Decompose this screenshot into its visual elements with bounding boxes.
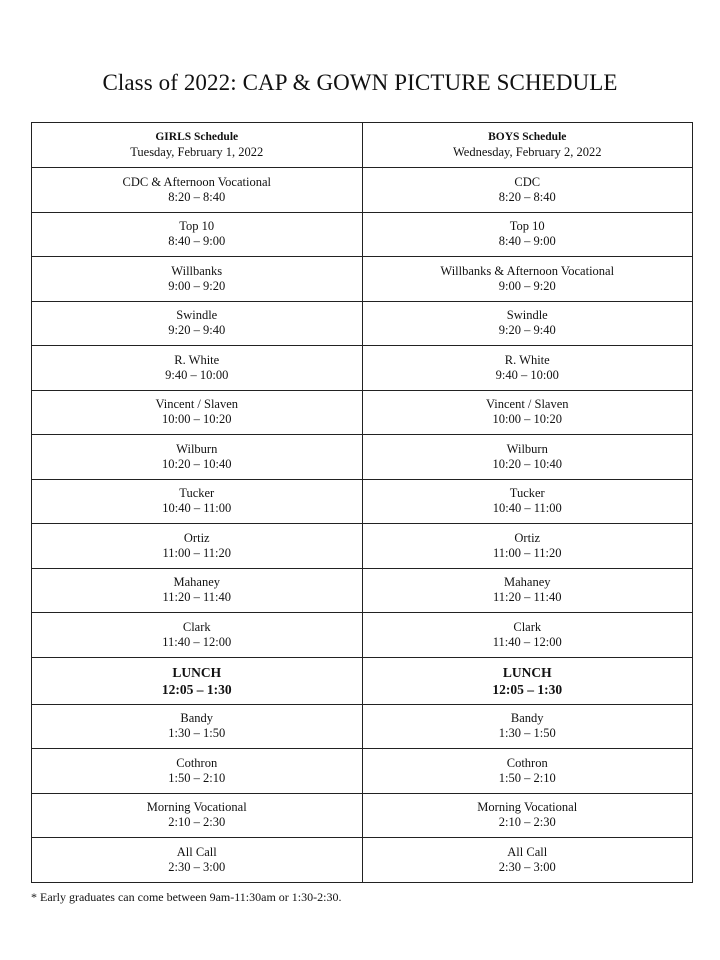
girls-time-slot: 8:40 – 9:00 xyxy=(168,234,226,249)
lunch-row xyxy=(32,657,693,704)
table-row xyxy=(32,168,693,213)
table-row xyxy=(32,390,693,435)
boys-group-name: Vincent / Slaven xyxy=(485,397,569,412)
boys-group-name: R. White xyxy=(504,352,550,367)
girls-slot-cell xyxy=(32,749,363,794)
boys-group-name: Tucker xyxy=(509,486,545,501)
girls-time-slot: 1:30 – 1:50 xyxy=(168,726,226,741)
table-row xyxy=(32,838,693,883)
girls-time-slot: 9:40 – 10:00 xyxy=(165,367,229,382)
table-row xyxy=(32,212,693,257)
boys-slot-cell xyxy=(362,524,693,569)
boys-slot-cell xyxy=(362,301,693,346)
boys-slot-cell xyxy=(362,479,693,524)
page-title: Class of 2022: CAP & GOWN PICTURE SCHEDULE xyxy=(102,70,618,95)
boys-time-slot: 9:40 – 10:00 xyxy=(495,367,559,382)
boys-slot-cell xyxy=(362,435,693,480)
girls-slot-cell xyxy=(32,301,363,346)
schedule-table xyxy=(31,122,693,883)
girls-group-name: Vincent / Slaven xyxy=(155,397,239,412)
girls-group-name: CDC & Afternoon Vocational xyxy=(122,174,271,189)
boys-group-name: Top 10 xyxy=(509,219,545,234)
girls-slot-cell xyxy=(32,613,363,658)
girls-slot-cell xyxy=(32,346,363,391)
boys-schedule-date: Wednesday, February 2, 2022 xyxy=(453,145,602,159)
girls-schedule-heading: GIRLS Schedule xyxy=(155,131,239,143)
boys-slot-cell xyxy=(362,657,693,704)
boys-group-name: Clark xyxy=(513,619,542,634)
boys-slot-cell xyxy=(362,568,693,613)
boys-time-slot: 11:40 – 12:00 xyxy=(492,634,562,649)
table-row xyxy=(32,704,693,749)
boys-group-name: Bandy xyxy=(510,711,544,726)
girls-group-name: Morning Vocational xyxy=(146,800,247,815)
girls-slot-cell xyxy=(32,479,363,524)
table-row xyxy=(32,301,693,346)
girls-group-name: R. White xyxy=(174,352,220,367)
boys-time-slot: 1:50 – 2:10 xyxy=(498,770,556,785)
girls-schedule-date: Tuesday, February 1, 2022 xyxy=(130,145,264,159)
girls-group-name: LUNCH xyxy=(172,664,222,680)
boys-slot-cell xyxy=(362,168,693,213)
boys-time-slot: 12:05 – 1:30 xyxy=(492,681,563,697)
table-row xyxy=(32,346,693,391)
girls-time-slot: 9:00 – 9:20 xyxy=(168,278,226,293)
boys-group-name: LUNCH xyxy=(502,664,552,680)
table-row xyxy=(32,793,693,838)
boys-slot-cell xyxy=(362,257,693,302)
girls-time-slot: 10:20 – 10:40 xyxy=(162,456,232,471)
boys-slot-cell xyxy=(362,793,693,838)
boys-group-name: Morning Vocational xyxy=(477,800,578,815)
footnote: * Early graduates can come between 9am-11:30am or 1:30-2:30. xyxy=(31,890,342,904)
girls-time-slot: 2:10 – 2:30 xyxy=(168,815,226,830)
boys-group-name: Mahaney xyxy=(503,575,551,590)
table-row xyxy=(32,568,693,613)
girls-time-slot: 12:05 – 1:30 xyxy=(161,681,232,697)
girls-group-name: Tucker xyxy=(179,486,215,501)
boys-time-slot: 1:30 – 1:50 xyxy=(498,726,556,741)
boys-group-name: Willbanks & Afternoon Vocational xyxy=(440,263,615,278)
boys-time-slot: 2:10 – 2:30 xyxy=(498,815,556,830)
boys-time-slot: 10:20 – 10:40 xyxy=(492,456,562,471)
boys-time-slot: 10:00 – 10:20 xyxy=(492,412,562,427)
boys-group-name: Cothron xyxy=(506,755,548,770)
girls-slot-cell xyxy=(32,793,363,838)
boys-group-name: Swindle xyxy=(506,308,548,323)
table-row xyxy=(32,479,693,524)
boys-header-cell xyxy=(362,123,693,168)
boys-slot-cell xyxy=(362,613,693,658)
boys-time-slot: 10:40 – 11:00 xyxy=(492,501,562,516)
boys-time-slot: 9:20 – 9:40 xyxy=(498,323,556,338)
boys-slot-cell xyxy=(362,212,693,257)
girls-group-name: Cothron xyxy=(176,755,218,770)
boys-slot-cell xyxy=(362,346,693,391)
boys-group-name: Ortiz xyxy=(514,530,541,545)
girls-group-name: Swindle xyxy=(176,308,218,323)
table-row xyxy=(32,749,693,794)
boys-time-slot: 11:20 – 11:40 xyxy=(492,590,562,605)
girls-slot-cell xyxy=(32,390,363,435)
schedule-body xyxy=(32,123,693,883)
girls-slot-cell xyxy=(32,568,363,613)
boys-time-slot: 8:40 – 9:00 xyxy=(498,234,556,249)
boys-group-name: Wilburn xyxy=(506,441,548,456)
girls-group-name: Clark xyxy=(182,619,211,634)
girls-slot-cell xyxy=(32,168,363,213)
boys-time-slot: 2:30 – 3:00 xyxy=(498,859,556,874)
table-row xyxy=(32,435,693,480)
table-row xyxy=(32,524,693,569)
girls-group-name: Bandy xyxy=(180,711,214,726)
girls-time-slot: 11:20 – 11:40 xyxy=(162,590,232,605)
girls-slot-cell xyxy=(32,435,363,480)
girls-time-slot: 11:00 – 11:20 xyxy=(162,545,232,560)
girls-time-slot: 8:20 – 8:40 xyxy=(168,189,226,204)
boys-slot-cell xyxy=(362,749,693,794)
girls-group-name: Top 10 xyxy=(179,219,215,234)
boys-time-slot: 11:00 – 11:20 xyxy=(492,545,562,560)
table-row xyxy=(32,257,693,302)
girls-group-name: Wilburn xyxy=(176,441,218,456)
boys-time-slot: 9:00 – 9:20 xyxy=(498,278,556,293)
girls-slot-cell xyxy=(32,838,363,883)
girls-slot-cell xyxy=(32,257,363,302)
boys-slot-cell xyxy=(362,838,693,883)
boys-schedule-heading: BOYS Schedule xyxy=(488,131,567,143)
girls-slot-cell xyxy=(32,657,363,704)
girls-slot-cell xyxy=(32,704,363,749)
girls-time-slot: 2:30 – 3:00 xyxy=(168,859,226,874)
girls-time-slot: 1:50 – 2:10 xyxy=(168,770,226,785)
girls-group-name: Mahaney xyxy=(173,575,220,590)
boys-group-name: All Call xyxy=(507,844,548,859)
boys-time-slot: 8:20 – 8:40 xyxy=(498,189,556,204)
girls-header-cell xyxy=(32,123,363,168)
girls-group-name: Ortiz xyxy=(183,530,210,545)
boys-group-name: CDC xyxy=(514,174,541,189)
boys-slot-cell xyxy=(362,704,693,749)
girls-slot-cell xyxy=(32,524,363,569)
girls-group-name: Willbanks xyxy=(171,263,223,278)
girls-slot-cell xyxy=(32,212,363,257)
girls-time-slot: 11:40 – 12:00 xyxy=(162,634,232,649)
table-row xyxy=(32,613,693,658)
girls-time-slot: 10:00 – 10:20 xyxy=(162,412,232,427)
girls-group-name: All Call xyxy=(176,844,217,859)
header-row xyxy=(32,123,693,168)
girls-time-slot: 10:40 – 11:00 xyxy=(162,501,232,516)
girls-time-slot: 9:20 – 9:40 xyxy=(168,323,226,338)
boys-slot-cell xyxy=(362,390,693,435)
